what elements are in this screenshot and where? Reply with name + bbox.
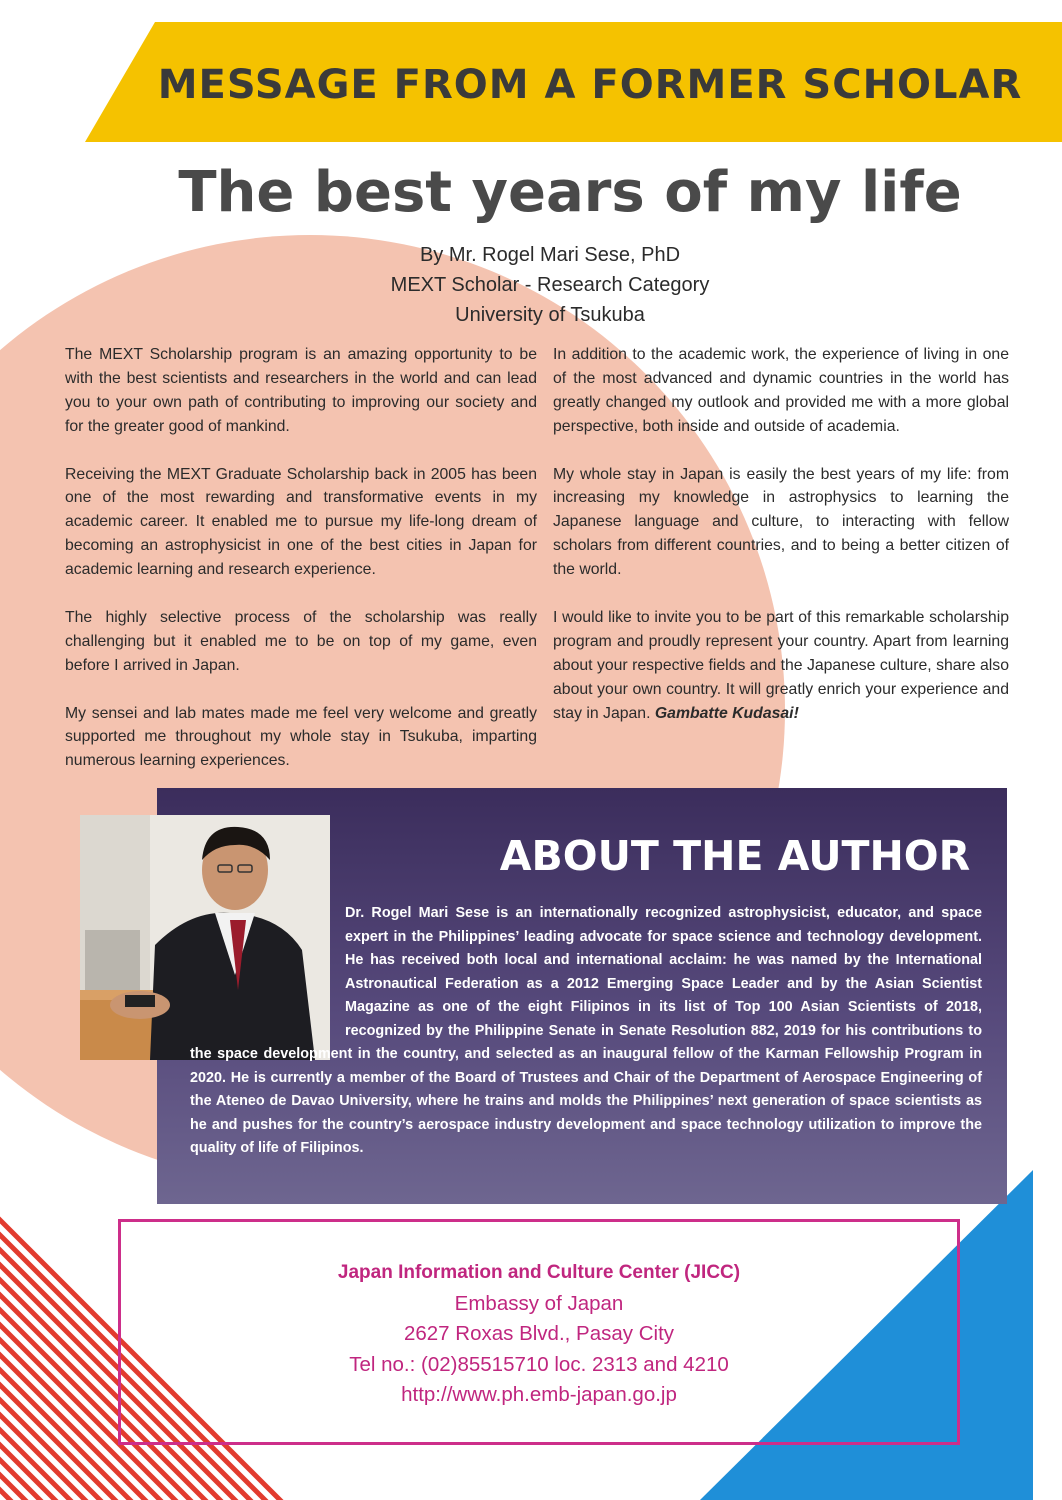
article-paragraph: Receiving the MEXT Graduate Scholarship back in 2005 has been one of the most rewarding and transformative events in my academic career. It enabled me to pursue my life-long dream of becoming an astrophysicist in one of the best cities in Japan for academic learning and research experience. [65,465,537,579]
article-paragraph: My whole stay in Japan is easily the best years of my life: from increasing my knowledge in astrophysics to learning the Japanese language and culture, to interacting with fellow scholars from different countries, and to being a better citizen of the world. [553,465,1009,579]
banner-title: MESSAGE FROM A FORMER SCHOLAR [157,62,1023,108]
contact-organization: Japan Information and Culture Center (JICC) [337,1262,741,1283]
sign-off: Gambatte Kudasai! [654,704,799,722]
contact-address: 2627 Roxas Blvd., Pasay City [403,1322,675,1345]
contact-website[interactable]: http://www.ph.emb-japan.go.jp [401,1383,677,1406]
article-paragraph: The MEXT Scholarship program is an amazing opportunity to be with the best scientists and researchers in the world and can lead you to your own path of contributing to improving our society and for the greater good of mankind. [65,346,537,435]
article-right-column [553,343,1009,749]
author-bio [190,902,982,1161]
article-paragraph: My sensei and lab mates made me feel very welcome and greatly supported me throughout my whole stay in Tsukuba, imparting numerous learning experiences. [65,704,537,770]
contact-embassy: Embassy of Japan [454,1291,624,1315]
byline [300,240,800,330]
byline-author: By Mr. Rogel Mari Sese, PhD [419,244,681,266]
article-paragraph: The highly selective process of the scholarship was really challenging but it enabled me to be on top of my game, even before I arrived in Japan. [65,608,537,674]
article-paragraph-text: I would like to invite you to be part of this remarkable scholarship program and proudly represent your country. Apart from learning about your respective fields and the Japanese culture, share also about your own country. It will greatly enrich your experience and stay in Japan. [553,608,1009,722]
contact-phone: Tel no.: (02)85515710 loc. 2313 and 4210 [349,1352,729,1376]
photo-wrap-spacer [190,902,345,1043]
article-left-column [65,343,537,797]
article-title: The best years of my life [178,160,962,225]
byline-category: MEXT Scholar - Research Category [390,274,710,296]
article-paragraph-last [553,606,1009,726]
author-bio-text: Dr. Rogel Mari Sese is an internationally recognized astrophysicist, educator, and space expert in the Philippines’ leading advocate for space science and technology development. He has received both local and international acclaim: he was named by the International Astronautical Federation as a 2012 Emerging Space Leader and by the Asian Scientist Magazine as one of the eight Filipinos in its list of Top 100 Asian Scientists of 2018, recognized by the Philippine Senate in Senate Resolution 882, 2019 for his contributions to the space development in the country, and selected as an inaugural fellow of the Karman Fellowship Program in 2020. He is currently a member of the Board of Trustees and Chair of the Department of Aerospace Engineering of the Ateneo de Davao University, where he trains and molds the Philippines’ next generation of space scientists as he and pushes for the country’s aerospace industry development and space technology utilization to improve the quality of life of Filipinos. [190,905,982,1156]
article-paragraph: In addition to the academic work, the experience of living in one of the most advanced and dynamic countries in the world has greatly changed my outlook and provided me with a more global perspective, both inside and outside of academia. [553,346,1009,435]
contact-info [118,1258,960,1411]
about-author-title: ABOUT THE AUTHOR [499,832,971,880]
byline-university: University of Tsukuba [455,304,645,326]
